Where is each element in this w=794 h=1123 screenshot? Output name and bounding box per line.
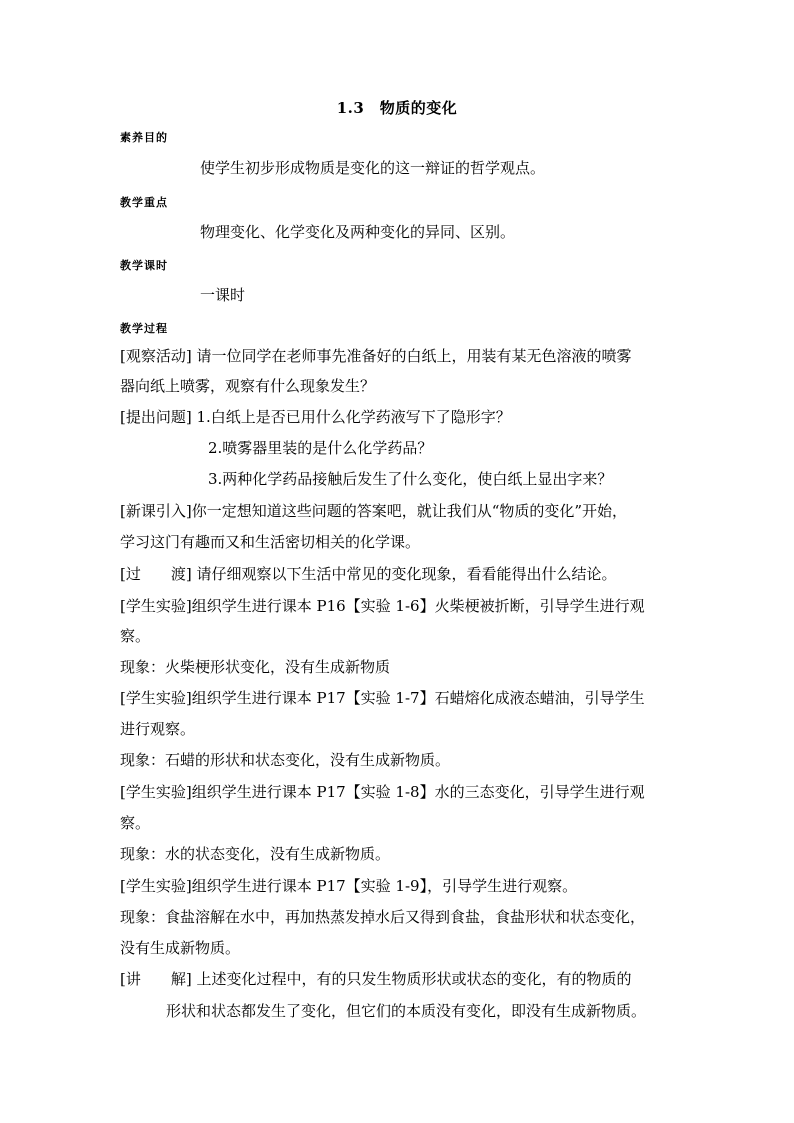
aim-text: 使学生初步形成物质是变化的这一辩证的哲学观点。 bbox=[200, 159, 546, 177]
body-line: 现象：水的状态变化，没有生成新物质。 bbox=[120, 845, 391, 863]
body-line: 3.两种化学药品接触后发生了什么变化，使白纸上显出字来？ bbox=[208, 470, 613, 488]
body-line: 察。 bbox=[120, 814, 151, 832]
section-heading-hours: 教学课时 bbox=[120, 259, 168, 272]
body-line: 没有生成新物质。 bbox=[120, 939, 241, 957]
body-line: [讲 解] 上述变化过程中，有的只发生物质形状或状态的变化，有的物质的 bbox=[120, 970, 632, 988]
section-heading-focus: 教学重点 bbox=[120, 196, 168, 209]
body-line: 现象：石蜡的形状和状态变化，没有生成新物质。 bbox=[120, 751, 451, 769]
page-title: 1.3 物质的变化 bbox=[336, 99, 458, 117]
body-line: 形状和状态都发生了变化，但它们的本质没有变化，即没有生成新物质。 bbox=[166, 1002, 647, 1020]
body-line: 学习这门有趣而又和生活密切相关的化学课。 bbox=[120, 533, 421, 551]
body-line: [过 渡] 请仔细观察以下生活中常见的变化现象，看看能得出什么结论。 bbox=[120, 565, 617, 583]
section-heading-process: 教学过程 bbox=[120, 322, 168, 335]
body-line: 察。 bbox=[120, 627, 151, 645]
body-line: [新课引入]你一定想知道这些问题的答案吧，就让我们从“物质的变化”开始， bbox=[120, 502, 628, 520]
focus-text: 物理变化、化学变化及两种变化的异同、区别。 bbox=[200, 223, 516, 241]
body-line: 器向纸上喷雾，观察有什么现象发生？ bbox=[120, 377, 376, 395]
section-heading-aim: 素养目的 bbox=[120, 131, 168, 144]
body-line: [学生实验]组织学生进行课本 P16【实验 1-6】火柴梗被折断，引导学生进行观 bbox=[120, 597, 645, 615]
body-line: [提出问题] 1.白纸上是否已用什么化学药液写下了隐形字？ bbox=[120, 408, 511, 426]
body-line: 2.喷雾器里装的是什么化学药品？ bbox=[208, 439, 433, 457]
body-line: [观察活动] 请一位同学在老师事先准备好的白纸上，用装有某无色溶液的喷雾 bbox=[120, 347, 632, 365]
body-line: [学生实验]组织学生进行课本 P17【实验 1-8】水的三态变化，引导学生进行观 bbox=[120, 783, 645, 801]
body-line: 进行观察。 bbox=[120, 720, 196, 738]
body-line: 现象：食盐溶解在水中，再加热蒸发掉水后又得到食盐，食盐形状和状态变化， bbox=[120, 908, 646, 926]
body-line: 现象：火柴梗形状变化，没有生成新物质 bbox=[120, 658, 391, 676]
body-line: [学生实验]组织学生进行课本 P17【实验 1-7】石蜡熔化成液态蜡油，引导学生 bbox=[120, 689, 645, 707]
body-line: [学生实验]组织学生进行课本 P17【实验 1-9】，引导学生进行观察。 bbox=[120, 877, 578, 895]
hours-text: 一课时 bbox=[200, 286, 246, 304]
